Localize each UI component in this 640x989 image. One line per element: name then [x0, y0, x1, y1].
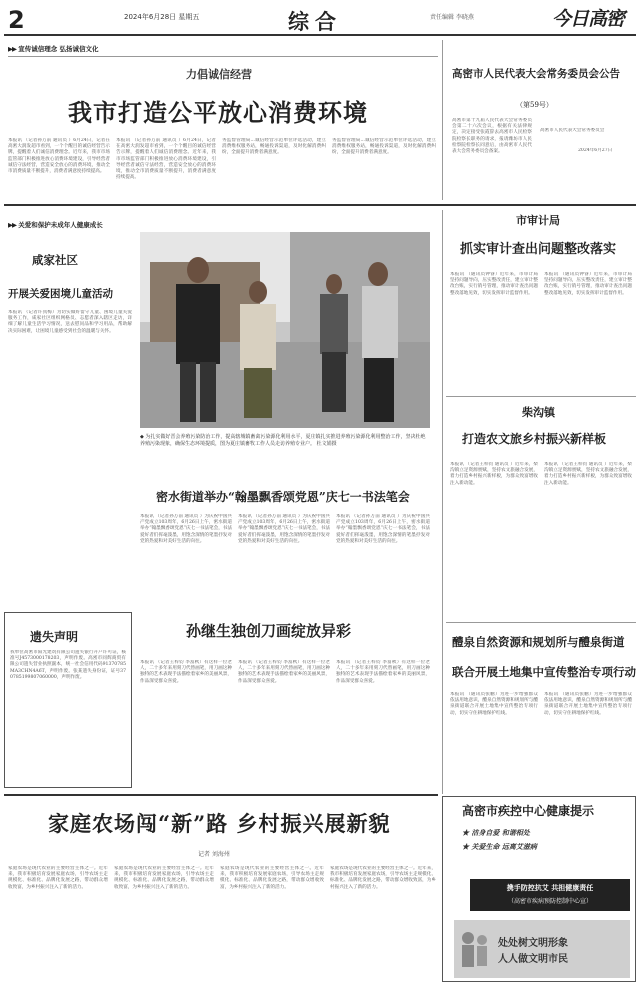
community-tag: ▶▶ 关爱和保护未成年人健康成长: [8, 221, 103, 229]
arrow-icon: ▶▶: [8, 45, 16, 53]
cdc-slogans: [462, 826, 632, 854]
notice-text: 高密市第十九届人民代表大会常务委员会第二十六次会议，根据有关法律规定，决定接受张霞辞去高密市人民检察院检察长职务的请求，报请潍坊市人民检察院检察长同意后，由高密市人民代表大会常务委员会备案。: [452, 118, 532, 155]
chaigou-label: 柴沟镇: [522, 406, 555, 419]
top-story-body-col3: 务监督管理局...诚信经营示范单位评选活动，建立消费维权服务站，畅通投诉渠道，及时化解消费纠纷，全面提升消费者满意度。: [222, 138, 326, 156]
top-story-headline: 我市打造公平放心消费环境: [68, 98, 368, 127]
page-number: 2: [8, 6, 25, 34]
land-body-col2: 本报讯 （通讯员张鹏）为进一步增强群众依法用地意识，醴泉自然资源和规划所与醴泉街道联合开展土地集中宣传整治专项行动，切实守住耕地保护红线。: [544, 692, 632, 716]
section-title: 综合: [288, 9, 342, 34]
calligraphy-body-col1: 本报讯 （记者孙万前 通讯员 ）为庆祝中国共产党成立103周年，6月26日上午，密水街道举办“翰墨飘香颂党恩”庆七一书法笔会，书法爱好者们挥毫泼墨，用饱含深情的笔墨抒发对党的热爱和对美好生活的向往。: [140, 514, 232, 544]
top-story-tag: ▶▶ 宣传诚信理念 弘扬诚信文化: [8, 45, 99, 53]
family-farm-byline: 记者 刘海州: [198, 851, 230, 858]
photo-caption: ◆ 为扎实做好晋会养殖污染防治工作，提高辖城镇畜禽污染源化利用水平，夏庄镇扎实推进养殖污染源化利用整治工作，坚决杜绝养殖污染现象，确保生态环境提质，图为夏庄镇畜牧工作人员走访养殖专业户。 杜文娟摄: [140, 434, 426, 447]
chaigou-headline: 打造农文旅乡村振兴新样板: [462, 432, 607, 446]
editor-info: 责任编辑 李晓燕: [430, 14, 474, 21]
papercut-body-col2: 本报讯 （记者王梓钧 李富秋）有这样一位老人，二十多年来用刻刀代替画笔，用刀画这种独特的艺术表现手法描绘着家乡的美丽风景，作品深受群众喜爱。: [238, 660, 330, 684]
audit-body-col1: 本报讯 （通讯员钟睿）近年来，市审计局坚持问题导向，压实整改责任，建立审计整改台账，实行销号管理，推动审计查出问题整改落地见效，切实发挥审计监督作用。: [450, 272, 538, 296]
family-farm-body-col3: 家庭农场是现代农业的主要经营主体之一。近年来，我市积极培育发展家庭农场，引导农场主走规模化、标准化、品牌化发展之路，带动群众增收致富，为乡村振兴注入了新的活力。: [220, 866, 324, 890]
cdc-banner-line1: 携手防控抗艾 共担健康责任: [506, 883, 594, 892]
divider: [8, 56, 438, 57]
audit-headline: 抓实审计查出问题整改落实: [460, 242, 617, 257]
calligraphy-body-col3: 本报讯 （记者孙万前 通讯员 ）为庆祝中国共产党成立103周年，6月26日上午，密水街道举办“翰墨飘香颂党恩”庆七一书法笔会，书法爱好者们挥毫泼墨，用饱含深情的笔墨抒发对党的热爱和对美好生活的向往。: [336, 514, 430, 544]
family-farm-body-col4: 家庭农场是现代农业的主要经营主体之一。近年来，我市积极培育发展家庭农场，引导农场主走规模化、标准化、品牌化发展之路，带动群众增收致富，为乡村振兴注入了新的活力。: [330, 866, 436, 890]
lost-notice-title: 遗失声明: [30, 630, 79, 644]
issue-date: 2024年6月28日 星期五: [124, 13, 200, 21]
cdc-title: 高密市疾控中心健康提示: [462, 804, 595, 818]
divider: [446, 396, 636, 397]
community-label: 咸家社区: [32, 253, 78, 267]
family-farm-body-col2: 家庭农场是现代农业的主要经营主体之一。近年来，我市积极培育发展家庭农场，引导农场主走规模化、标准化、品牌化发展之路，带动群众增收致富，为乡村振兴注入了新的活力。: [114, 866, 214, 890]
ad-line-1: 处处树文明形象: [498, 938, 568, 949]
audit-label: 市审计局: [516, 214, 560, 227]
papercut-body-col3: 本报讯 （记者王梓钧 李富秋）有这样一位老人，二十多年来用刻刀代替画笔，用刀画这种独特的艺术表现手法描绘着家乡的美丽风景，作品深受群众喜爱。: [336, 660, 430, 684]
lost-notice-body: 我单位高密市阳光建筑有限公司遗失银行开户许可证，核准号J4573000178203，声明作废。高密市同辉商贸有限公司遗失营业执照副本，统一社会信用代码91370785MA3CHN4A6T，声明作废。张某遗失身份证，证号370785199807060000，声明作废。: [10, 650, 126, 680]
top-story-kicker: 力倡诚信经营: [186, 68, 252, 81]
community-headline: 开展关爱困境儿童活动: [8, 288, 113, 300]
land-body-col1: 本报讯 （通讯员张鹏）为进一步增强群众依法用地意识，醴泉自然资源和规划所与醴泉街道联合开展土地集中宣传整治专项行动，切实守住耕地保护红线。: [450, 692, 538, 716]
land-headline-line2: 联合开展土地集中宣传整治专项行动: [452, 665, 636, 679]
chaigou-body-col1: 本报讯 （记者王梓钧 通讯员 ）近年来，柴沟镇立足资源禀赋，坚持农文旅融合发展，着力打造乡村振兴新样板，为群众致富增收注入新动能。: [450, 462, 538, 486]
chaigou-body-col2: 本报讯 （记者王梓钧 通讯员 ）近年来，柴沟镇立足资源禀赋，坚持农文旅融合发展，着力打造乡村振兴新样板，为群众致富增收注入新动能。: [544, 462, 632, 486]
notice-signature: 高密市人民代表大会常务委员会: [540, 128, 605, 133]
family-farm-body-col1: 家庭农场是现代农业的主要经营主体之一。近年来，我市积极培育发展家庭农场，引导农场主走规模化、标准化、品牌化发展之路，带动群众增收致富，为乡村振兴注入了新的活力。: [8, 866, 108, 890]
header-rule: [4, 34, 636, 36]
land-headline-line1: 醴泉自然资源和规划所与醴泉街道: [452, 635, 625, 649]
notice-title: 高密市人民代表大会常务委员会公告: [452, 68, 620, 80]
calligraphy-headline: 密水街道举办“翰墨飘香颂党恩”庆七一书法笔会: [156, 490, 410, 504]
divider: [446, 622, 636, 623]
arrow-icon: ▶▶: [8, 221, 16, 229]
audit-body-col2: 本报讯 （通讯员钟睿）近年来，市审计局坚持问题导向，压实整改责任，建立审计整改台账，实行销号管理，推动审计查出问题整改落地见效，切实发挥审计监督作用。: [544, 272, 632, 296]
top-story-lead: 本报讯 （记者孙万前 通讯员 ）6月24日，记者在高密大润发超市看到，一个个醒目的诚信经营告示牌，提醒着人们诚信消费理念。近年来，我市市场监管部门积极推进放心消费环境建设，引导经营者诚信守法经营，营造安全放心的消费环境，推动全市消费质量不断提升，消费者满意度持续提高。: [8, 138, 110, 175]
cdc-banner-line2: （高密市疾病预防控制中心宣）: [507, 898, 592, 905]
section-rule: [4, 794, 438, 796]
column-divider: [442, 210, 443, 794]
notice-number: （第59号）: [516, 101, 553, 109]
photo-illustration: [140, 232, 430, 428]
papercut-body-col1: 本报讯 （记者王梓钧 李富秋）有这样一位老人，二十多年来用刻刀代替画笔，用刀画这种独特的艺术表现手法描绘着家乡的美丽风景，作品深受群众喜爱。: [140, 660, 232, 684]
top-story-body-col2: 本报讯 （记者孙万前 通讯员 ）6月24日，记者在高密大润发超市看到，一个个醒目的诚信经营告示牌，提醒着人们诚信消费理念。近年来，我市市场监管部门积极推进放心消费环境建设，引导经营者诚信守法经营，营造安全放心的消费环境，推动全市消费质量不断提升，消费者满意度持续提高。: [116, 138, 216, 181]
papercut-headline: 孙继生独创刀画绽放异彩: [186, 622, 352, 640]
column-divider: [442, 40, 443, 200]
cdc-slogan-1: ★ 洁身自爱 和谐相处: [462, 828, 530, 837]
civility-ad: [454, 920, 630, 978]
notice-date: 2024年6月27日: [578, 148, 613, 153]
news-photo: [140, 232, 430, 428]
family-farm-headline: 家庭农场闯“新”路 乡村振兴展新貌: [48, 811, 391, 836]
community-body: 本报讯 （记者许真梅）为切实做好留守儿童、困境儿童关爱服务工作，咸家社区组织网格员、志愿者深入辖区走访，详细了解儿童生活学习情况，送去慰问品和学习用品，帮助解决实际困难，让困境儿童感受到社会的温暖与关怀。: [8, 310, 132, 334]
masthead-logo: 今日高密: [552, 8, 625, 30]
people-icon: [454, 920, 494, 978]
cdc-slogan-2: ★ 关爱生命 远离艾滋病: [462, 842, 537, 851]
calligraphy-body-col2: 本报讯 （记者孙万前 通讯员 ）为庆祝中国共产党成立103周年，6月26日上午，密水街道举办“翰墨飘香颂党恩”庆七一书法笔会，书法爱好者们挥毫泼墨，用饱含深情的笔墨抒发对党的热爱和对美好生活的向往。: [238, 514, 330, 544]
top-story-body-col4: 务监督管理局...诚信经营示范单位评选活动，建立消费维权服务站，畅通投诉渠道，及时化解消费纠纷，全面提升消费者满意度。: [332, 138, 436, 156]
cdc-banner: [470, 879, 630, 911]
section-rule: [4, 204, 636, 206]
ad-line-2: 人人做文明市民: [498, 954, 568, 965]
